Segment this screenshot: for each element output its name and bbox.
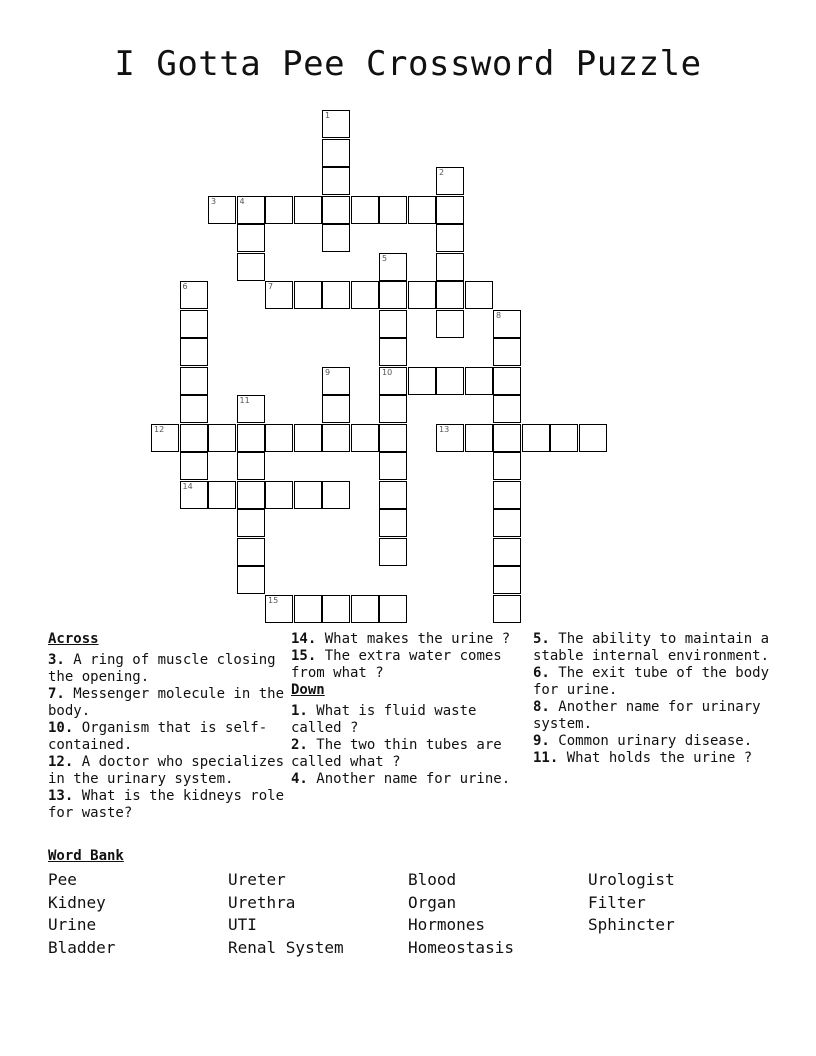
word-bank-item: UTI bbox=[228, 915, 257, 934]
grid-cell[interactable] bbox=[322, 481, 350, 509]
grid-cell[interactable] bbox=[465, 424, 493, 452]
page-title: I Gotta Pee Crossword Puzzle bbox=[114, 44, 702, 84]
grid-cell[interactable] bbox=[265, 481, 293, 509]
grid-cell[interactable] bbox=[436, 196, 464, 224]
grid-cell[interactable] bbox=[180, 452, 208, 480]
down-clue-list-continued bbox=[533, 631, 769, 767]
word-bank-item: Urologist bbox=[588, 870, 675, 889]
grid-cell[interactable] bbox=[379, 196, 407, 224]
grid-cell[interactable] bbox=[322, 110, 350, 138]
grid-cell[interactable] bbox=[379, 595, 407, 623]
clue-number-label: 11. bbox=[533, 750, 559, 766]
word-bank bbox=[48, 870, 768, 962]
clue-text: What holds the urine ? bbox=[558, 750, 753, 766]
grid-cell[interactable] bbox=[237, 452, 265, 480]
clue-text: The extra water comes from what ? bbox=[291, 648, 502, 681]
word-bank-item: Kidney bbox=[48, 892, 106, 912]
grid-cell[interactable] bbox=[408, 367, 436, 395]
word-bank-item: Ureter bbox=[228, 870, 286, 889]
clue-number: 13 bbox=[439, 424, 450, 434]
word-bank-item: Hormones bbox=[408, 915, 486, 934]
grid-cell[interactable] bbox=[436, 167, 464, 195]
grid-cell[interactable] bbox=[322, 167, 350, 195]
clue-number: 9 bbox=[325, 367, 331, 377]
word-bank-item: Filter bbox=[588, 892, 646, 912]
clue-text: Common urinary disease. bbox=[549, 733, 753, 749]
grid-cell[interactable] bbox=[265, 196, 293, 224]
grid-cell[interactable] bbox=[208, 481, 236, 509]
grid-cell[interactable] bbox=[493, 566, 521, 594]
grid-cell[interactable] bbox=[322, 367, 350, 395]
grid-cell[interactable] bbox=[294, 196, 322, 224]
clue-number: 15 bbox=[268, 595, 279, 605]
grid-cell[interactable] bbox=[493, 367, 521, 395]
clue-number: 4 bbox=[239, 196, 245, 206]
clue bbox=[533, 665, 769, 699]
clue-number: 12 bbox=[154, 424, 165, 434]
grid-cell[interactable] bbox=[408, 196, 436, 224]
clue-text: What is the kidneys role for waste? bbox=[48, 788, 285, 821]
clue bbox=[48, 686, 284, 720]
down-heading: Down bbox=[291, 682, 325, 698]
grid-cell[interactable] bbox=[237, 253, 265, 281]
clue-number: 6 bbox=[182, 282, 188, 291]
clue bbox=[291, 737, 527, 771]
grid-cell[interactable] bbox=[180, 395, 208, 423]
clue bbox=[48, 788, 284, 822]
clue bbox=[533, 750, 769, 767]
grid-cell[interactable] bbox=[379, 310, 407, 338]
clue-number: 14 bbox=[182, 481, 193, 491]
clues-column-3 bbox=[533, 631, 769, 767]
grid-cell[interactable] bbox=[379, 367, 407, 395]
grid-cell[interactable] bbox=[351, 196, 379, 224]
grid-cell[interactable] bbox=[237, 196, 265, 224]
grid-cell[interactable] bbox=[180, 338, 208, 366]
clue bbox=[48, 720, 284, 754]
grid-cell[interactable] bbox=[180, 281, 208, 309]
grid-cell[interactable] bbox=[493, 310, 521, 338]
grid-cell[interactable] bbox=[351, 595, 379, 623]
across-heading: Across bbox=[48, 631, 99, 647]
clue bbox=[533, 733, 769, 750]
clue-number: 11 bbox=[239, 396, 250, 405]
grid-cell[interactable] bbox=[322, 224, 350, 252]
grid-cell[interactable] bbox=[237, 395, 265, 423]
grid-cell[interactable] bbox=[493, 538, 521, 566]
clue bbox=[48, 754, 284, 788]
word-bank-item: Urethra bbox=[228, 892, 296, 912]
grid-cell[interactable] bbox=[265, 424, 293, 452]
grid-cell[interactable] bbox=[465, 281, 493, 309]
clue-number: 2 bbox=[439, 168, 445, 177]
grid-cell[interactable] bbox=[379, 452, 407, 480]
word-bank-item: Renal System bbox=[228, 937, 344, 957]
grid-cell[interactable] bbox=[237, 424, 265, 452]
clues-column-2 bbox=[291, 631, 527, 788]
grid-cell[interactable] bbox=[436, 281, 464, 309]
grid-cell[interactable] bbox=[493, 452, 521, 480]
grid-cell[interactable] bbox=[493, 509, 521, 537]
word-bank-item: Bladder bbox=[48, 937, 116, 957]
grid-cell[interactable] bbox=[379, 395, 407, 423]
grid-cell[interactable] bbox=[550, 424, 578, 452]
grid-cell[interactable] bbox=[294, 481, 322, 509]
grid-cell[interactable] bbox=[436, 424, 464, 452]
grid-cell[interactable] bbox=[237, 509, 265, 537]
word-bank-item: Sphincter bbox=[588, 915, 675, 934]
grid-cell[interactable] bbox=[493, 481, 521, 509]
grid-cell[interactable] bbox=[379, 253, 407, 281]
grid-cell[interactable] bbox=[208, 196, 236, 224]
grid-cell[interactable] bbox=[436, 367, 464, 395]
word-bank-item: Blood bbox=[408, 870, 457, 889]
clue-number-label: 8. bbox=[533, 699, 550, 715]
clue bbox=[48, 652, 284, 686]
clue-number: 1 bbox=[325, 111, 331, 120]
clue-number: 5 bbox=[382, 253, 388, 263]
grid-cell[interactable] bbox=[408, 281, 436, 309]
grid-cell[interactable] bbox=[180, 367, 208, 395]
clue-number: 8 bbox=[496, 310, 502, 320]
grid-cell[interactable] bbox=[379, 281, 407, 309]
clue-number-label: 12. bbox=[48, 754, 74, 770]
clue-text: The two thin tubes are called what ? bbox=[291, 737, 502, 770]
clue-number: 10 bbox=[382, 367, 393, 377]
clue-text: Another name for urinary system. bbox=[533, 699, 761, 732]
grid-cell[interactable] bbox=[180, 310, 208, 338]
word-bank-heading: Word Bank bbox=[48, 848, 124, 864]
clue-number-label: 14. bbox=[291, 631, 317, 647]
word-bank-item: Organ bbox=[408, 892, 457, 912]
clue bbox=[533, 631, 769, 665]
word-bank-item: Homeostasis bbox=[408, 937, 514, 957]
grid-cell[interactable] bbox=[436, 224, 464, 252]
clue bbox=[291, 703, 527, 737]
grid-cell[interactable] bbox=[436, 310, 464, 338]
grid-cell[interactable] bbox=[493, 338, 521, 366]
grid-cell[interactable] bbox=[522, 424, 550, 452]
grid-cell[interactable] bbox=[180, 481, 208, 509]
grid-cell[interactable] bbox=[493, 395, 521, 423]
clue-text: Organism that is self-contained. bbox=[48, 720, 268, 753]
clue-number-label: 15. bbox=[291, 648, 317, 664]
clue-number-label: 3. bbox=[48, 652, 65, 668]
clue-number-label: 2. bbox=[291, 737, 308, 753]
clue bbox=[533, 699, 769, 733]
grid-cell[interactable] bbox=[208, 424, 236, 452]
grid-cell[interactable] bbox=[237, 538, 265, 566]
grid-cell[interactable] bbox=[265, 595, 293, 623]
grid-cell[interactable] bbox=[351, 281, 379, 309]
clue-number-label: 5. bbox=[533, 631, 550, 647]
clue-number: 7 bbox=[268, 282, 274, 291]
clue bbox=[291, 648, 527, 682]
grid-cell[interactable] bbox=[379, 509, 407, 537]
grid-cell[interactable] bbox=[351, 424, 379, 452]
down-clue-list bbox=[291, 703, 527, 788]
grid-cell[interactable] bbox=[379, 338, 407, 366]
grid-cell[interactable] bbox=[180, 424, 208, 452]
grid-cell[interactable] bbox=[237, 566, 265, 594]
grid-cell[interactable] bbox=[493, 424, 521, 452]
clue-text: Another name for urine. bbox=[307, 771, 511, 787]
grid-cell[interactable] bbox=[379, 481, 407, 509]
clues-column-1 bbox=[48, 631, 284, 822]
clue-text: A doctor who specializes in the urinary system. bbox=[48, 754, 285, 787]
grid-cell[interactable] bbox=[151, 424, 179, 452]
grid-cell[interactable] bbox=[322, 424, 350, 452]
grid-cell[interactable] bbox=[294, 424, 322, 452]
grid-cell[interactable] bbox=[294, 595, 322, 623]
across-clue-list-continued bbox=[291, 631, 527, 682]
grid-cell[interactable] bbox=[379, 424, 407, 452]
clue-number-label: 7. bbox=[48, 686, 65, 702]
word-bank-item: Pee bbox=[48, 870, 77, 889]
clue-number-label: 4. bbox=[291, 771, 308, 787]
word-bank-item: Urine bbox=[48, 915, 97, 934]
grid-cell[interactable] bbox=[237, 481, 265, 509]
grid-cell[interactable] bbox=[265, 281, 293, 309]
grid-cell[interactable] bbox=[322, 281, 350, 309]
clue-number-label: 1. bbox=[291, 703, 308, 719]
across-clue-list bbox=[48, 652, 284, 822]
clue-number-label: 9. bbox=[533, 733, 550, 749]
clue-number-label: 10. bbox=[48, 720, 74, 736]
grid-cell[interactable] bbox=[493, 595, 521, 623]
grid-cell[interactable] bbox=[294, 281, 322, 309]
clue-number-label: 13. bbox=[48, 788, 74, 804]
grid-cell[interactable] bbox=[379, 538, 407, 566]
clue-text: What makes the urine ? bbox=[316, 631, 511, 647]
grid-cell[interactable] bbox=[322, 139, 350, 167]
clue-number-label: 6. bbox=[533, 665, 550, 681]
clue bbox=[291, 631, 527, 648]
grid-cell[interactable] bbox=[237, 224, 265, 252]
clue-text: The ability to maintain a stable internal environment. bbox=[533, 631, 770, 664]
clue-text: Messenger molecule in the body. bbox=[48, 686, 285, 719]
grid-cell[interactable] bbox=[579, 424, 607, 452]
grid-cell[interactable] bbox=[436, 253, 464, 281]
grid-cell[interactable] bbox=[322, 196, 350, 224]
clue bbox=[291, 771, 527, 788]
grid-cell[interactable] bbox=[465, 367, 493, 395]
clue-text: What is fluid waste called ? bbox=[291, 703, 477, 736]
clue-number: 3 bbox=[211, 196, 217, 206]
grid-cell[interactable] bbox=[322, 395, 350, 423]
clue-text: The exit tube of the body for urine. bbox=[533, 665, 770, 698]
clue-text: A ring of muscle closing the opening. bbox=[48, 652, 276, 685]
grid-cell[interactable] bbox=[322, 595, 350, 623]
